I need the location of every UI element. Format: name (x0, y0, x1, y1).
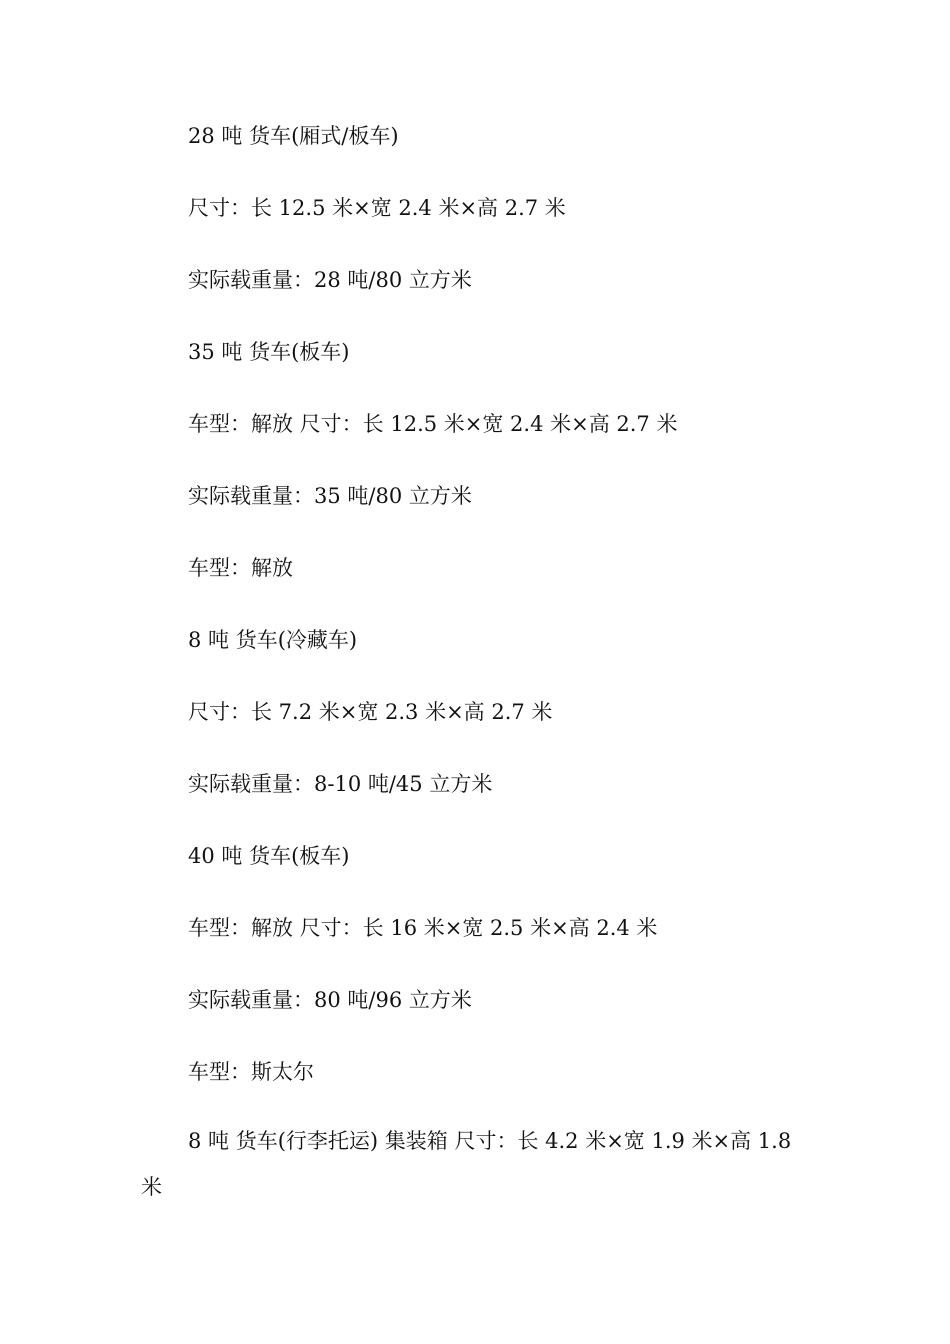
paragraph-truck-28t-title: 28 吨 货车(厢式/板车) (188, 124, 399, 148)
paragraph-truck-35t-model-size: 车型：解放 尺寸：长 12.5 米×宽 2.4 米×高 2.7 米 (188, 412, 678, 436)
paragraph-truck-28t-load: 实际载重量：28 吨/80 立方米 (188, 268, 472, 292)
document-body (141, 116, 806, 1210)
paragraph-truck-8t-reefer-size: 尺寸：长 7.2 米×宽 2.3 米×高 2.7 米 (188, 700, 553, 724)
paragraph-truck-8t-reefer-load: 实际载重量：8-10 吨/45 立方米 (188, 772, 493, 796)
paragraph-truck-35t-load: 实际载重量：35 吨/80 立方米 (188, 484, 472, 508)
paragraph-truck-40t-load: 实际载重量：80 吨/96 立方米 (188, 988, 472, 1012)
paragraph-truck-8t-luggage: 8 吨 货车(行李托运) 集装箱 尺寸：长 4.2 米×宽 1.9 米×高 1.8 米 (141, 1129, 792, 1199)
paragraph-truck-35t-model: 车型：解放 (188, 556, 293, 580)
paragraph-truck-40t-model: 车型：斯太尔 (188, 1060, 314, 1084)
paragraph-truck-8t-reefer-title: 8 吨 货车(冷藏车) (188, 628, 358, 652)
paragraph-truck-28t-size: 尺寸：长 12.5 米×宽 2.4 米×高 2.7 米 (188, 196, 566, 220)
paragraph-truck-40t-model-size: 车型：解放 尺寸：长 16 米×宽 2.5 米×高 2.4 米 (188, 916, 658, 940)
paragraph-truck-35t-title: 35 吨 货车(板车) (188, 340, 350, 364)
paragraph-truck-40t-title: 40 吨 货车(板车) (188, 844, 350, 868)
